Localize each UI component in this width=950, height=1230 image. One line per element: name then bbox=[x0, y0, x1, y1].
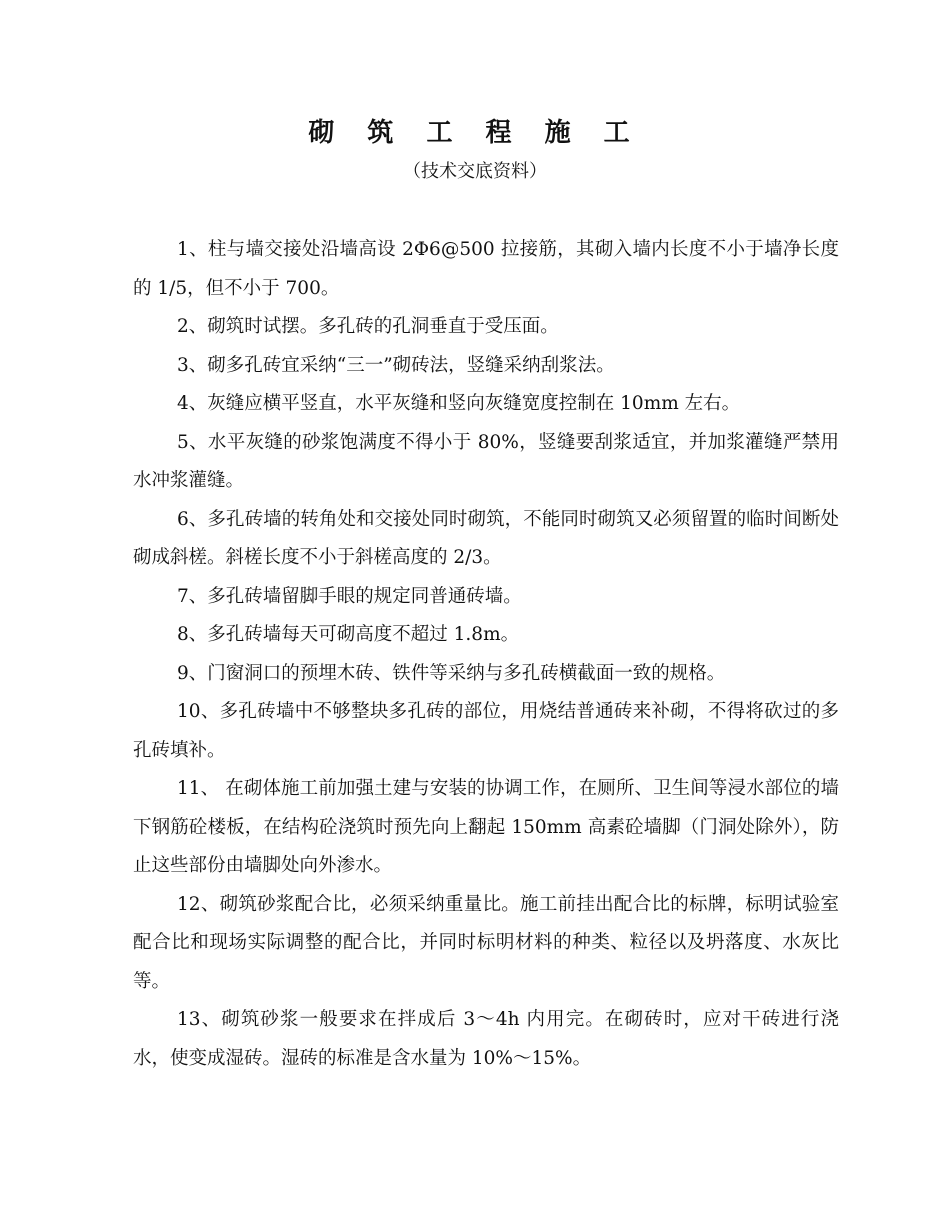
paragraph-8: 8、多孔砖墙每天可砌高度不超过 1.8m。 bbox=[177, 624, 520, 645]
paragraph-9: 9、门窗洞口的预埋木砖、铁件等采纳与多孔砖横截面一致的规格。 bbox=[177, 662, 726, 684]
paragraph-5: 5、水平灰缝的砂浆饱满度不得小于 80%，竖缝要刮浆适宜，并加浆灌缝严禁用水冲浆灌缝。 bbox=[133, 431, 839, 491]
paragraph-6: 6、多孔砖墙的转角处和交接处同时砌筑，不能同时砌筑又必须留置的临时间断处砌成斜槎。斜槎长度不小于斜槎高度的 2/3。 bbox=[133, 508, 839, 568]
paragraph-7: 7、多孔砖墙留脚手眼的规定同普通砖墙。 bbox=[177, 585, 522, 607]
paragraph-3: 3、砌多孔砖宜采纳“三一”砌砖法，竖缝采纳刮浆法。 bbox=[177, 354, 615, 376]
document-subtitle: （技术交底资料） bbox=[403, 161, 547, 182]
document-body bbox=[133, 231, 839, 1078]
paragraph-2: 2、砌筑时试摆。多孔砖的孔洞垂直于受压面。 bbox=[177, 316, 559, 337]
paragraph-1: 1、柱与墙交接处沿墙高设 2Φ6@500 拉接筋，其砌入墙内长度不小于墙净长度的 1/5，但不小于 700。 bbox=[133, 239, 839, 299]
paragraph-13: 13、砌筑砂浆一般要求在拌成后 3～4h 内用完。在砌砖时，应对干砖进行浇水，使变成湿砖。湿砖的标准是含水量为 10%～15%。 bbox=[133, 1009, 839, 1069]
paragraph-4: 4、灰缝应横平竖直，水平灰缝和竖向灰缝宽度控制在 10mm 左右。 bbox=[177, 393, 741, 414]
paragraph-11: 11、 在砌体施工前加强土建与安装的协调工作，在厕所、卫生间等浸水部位的墙下钢筋砼楼板，在结构砼浇筑时预先向上翻起 150mm 高素砼墙脚（门洞处除外），防止这些部份由墙脚处向外渗水。 bbox=[133, 778, 839, 876]
paragraph-10: 10、多孔砖墙中不够整块多孔砖的部位，用烧结普通砖来补砌，不得将砍过的多孔砖填补。 bbox=[133, 701, 839, 761]
document-title: 砌 筑 工 程 施 工 bbox=[308, 118, 642, 148]
paragraph-12: 12、砌筑砂浆配合比，必须采纳重量比。施工前挂出配合比的标牌，标明试验室配合比和现场实际调整的配合比，并同时标明材料的种类、粒径以及坍落度、水灰比等。 bbox=[133, 893, 839, 992]
